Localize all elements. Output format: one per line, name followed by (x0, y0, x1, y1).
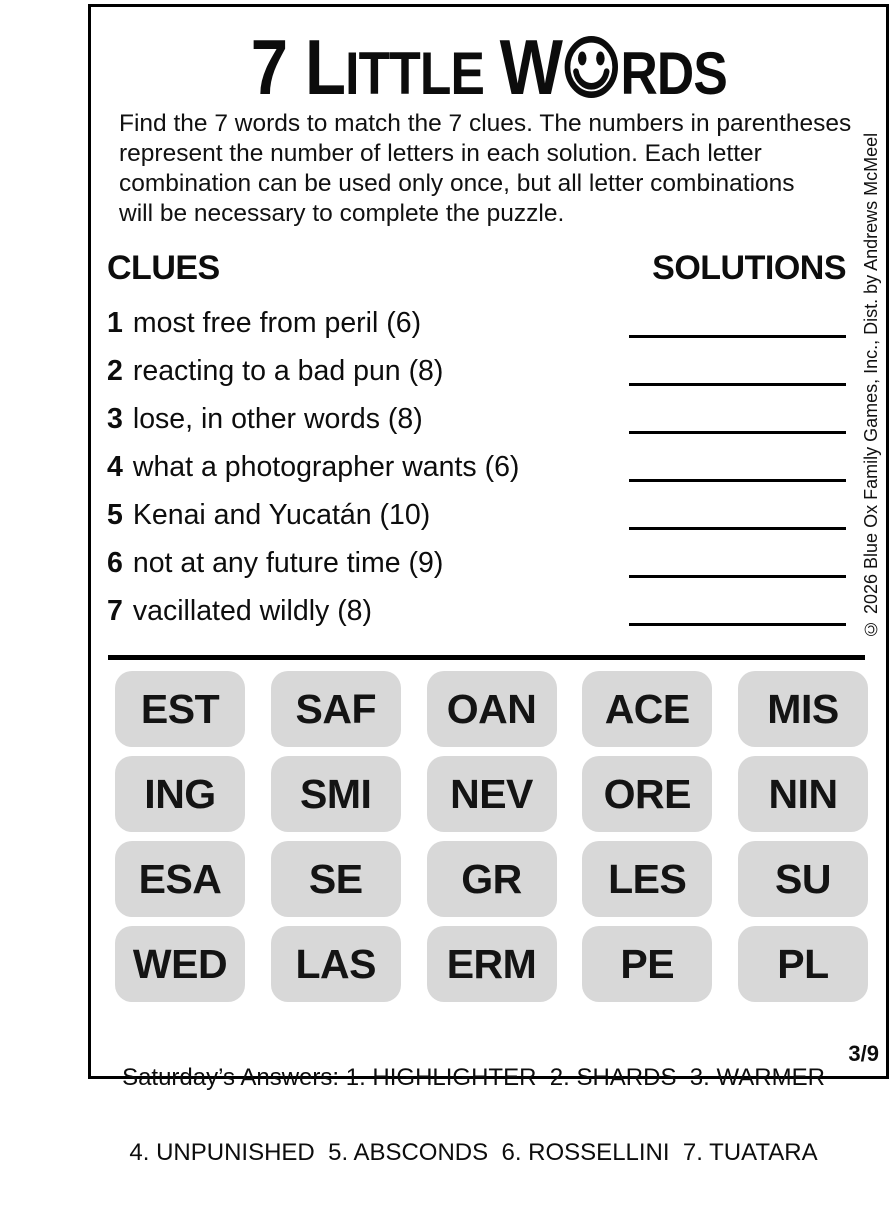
solution-blank-7[interactable] (629, 623, 846, 626)
letter-tile[interactable]: PL (738, 926, 868, 1002)
clue-text: most free from peril (6) (132, 307, 422, 339)
letter-tile[interactable]: SU (738, 841, 868, 917)
clue-text: what a photographer wants (6) (132, 451, 520, 483)
puzzle-card (88, 4, 889, 1166)
clue-number: 3 (107, 403, 123, 435)
clue-number: 6 (107, 547, 123, 579)
clue-text: vacillated wildly (8) (132, 595, 373, 627)
letter-tile[interactable]: WED (115, 926, 245, 1002)
clue-row-1 (107, 299, 846, 347)
letter-tile[interactable]: OAN (427, 671, 557, 747)
letter-tile[interactable]: SE (271, 841, 401, 917)
page-title (91, 21, 886, 120)
instructions-line: represent the number of letters in each solution. Each letter (119, 140, 762, 167)
clue-text: reacting to a bad pun (8) (132, 355, 444, 387)
solution-blank-4[interactable] (629, 479, 846, 482)
title-part: W (499, 23, 562, 111)
clue-text: Kenai and Yucatán (10) (132, 499, 431, 531)
divider-rule (108, 655, 865, 660)
clue-number: 5 (107, 499, 123, 531)
letter-tile[interactable]: NIN (738, 756, 868, 832)
letter-tile[interactable]: EST (115, 671, 245, 747)
solution-blank-6[interactable] (629, 575, 846, 578)
instructions-line: Find the 7 words to match the 7 clues. The numbers in parentheses (119, 110, 852, 137)
clue-number: 2 (107, 355, 123, 387)
instructions-line: will be necessary to complete the puzzle. (119, 200, 565, 227)
solution-blank-5[interactable] (629, 527, 846, 530)
clue-number: 7 (107, 595, 123, 627)
clue-list (107, 299, 846, 635)
solution-blank-3[interactable] (629, 431, 846, 434)
letter-tile[interactable]: SMI (271, 756, 401, 832)
letter-tile[interactable]: LAS (271, 926, 401, 1002)
clues-header: CLUES (107, 249, 220, 287)
letter-tile[interactable]: ESA (115, 841, 245, 917)
letter-tile[interactable]: MIS (738, 671, 868, 747)
answers-line: Saturday’s Answers: 1. HIGHLIGHTER 2. SHARDS 3. WARMER (122, 1064, 825, 1091)
letter-tile[interactable]: ACE (582, 671, 712, 747)
clue-row-2 (107, 347, 846, 395)
title-text (250, 21, 726, 120)
section-headers (107, 249, 846, 289)
letter-tile[interactable]: GR (427, 841, 557, 917)
clue-number: 1 (107, 307, 123, 339)
letter-tile[interactable]: ORE (582, 756, 712, 832)
clue-row-6 (107, 539, 846, 587)
letter-tile[interactable]: LES (582, 841, 712, 917)
smiley-face-icon (563, 34, 620, 100)
clue-row-5 (107, 491, 846, 539)
clue-text: not at any future time (9) (132, 547, 444, 579)
clue-row-4 (107, 443, 846, 491)
clue-text: lose, in other words (8) (132, 403, 423, 435)
letter-tile[interactable]: ING (115, 756, 245, 832)
title-part: 7 L (250, 23, 345, 111)
page-number: 3/9 (848, 1041, 879, 1066)
copyright-notice: © 2026 Blue Ox Family Games, Inc., Dist. by Andrews McMeel (861, 132, 881, 640)
letter-tile[interactable]: NEV (427, 756, 557, 832)
instructions (119, 109, 851, 229)
title-part: RDS (620, 40, 727, 107)
clue-row-3 (107, 395, 846, 443)
answers-line: 4. UNPUNISHED 5. ABSCONDS 6. ROSSELLINI 7. TUATARA (129, 1139, 818, 1166)
solutions-header: SOLUTIONS (652, 249, 846, 287)
solution-blank-1[interactable] (629, 335, 846, 338)
clue-number: 4 (107, 451, 123, 483)
solution-blank-2[interactable] (629, 383, 846, 386)
letter-tile-grid (115, 671, 868, 1002)
instructions-line: combination can be used only once, but all letter combinations (119, 170, 795, 197)
title-part: ITTLE (344, 40, 484, 107)
letter-tile[interactable]: PE (582, 926, 712, 1002)
previous-answers (111, 1015, 836, 1215)
clue-row-7 (107, 587, 846, 635)
letter-tile[interactable]: ERM (427, 926, 557, 1002)
letter-tile[interactable]: SAF (271, 671, 401, 747)
